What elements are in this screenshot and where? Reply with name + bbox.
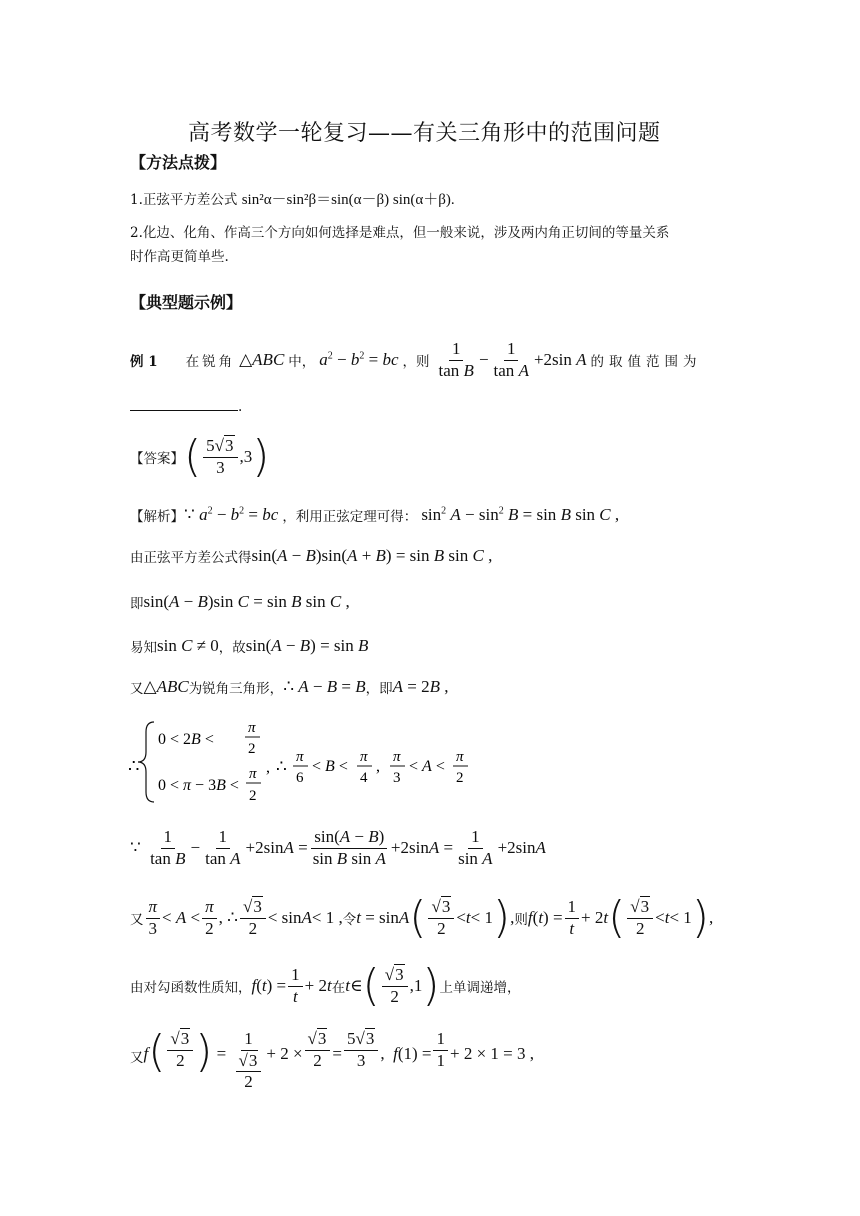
- analysis-8-a: 又: [130, 912, 144, 928]
- svg-text:π: π: [393, 749, 401, 765]
- answer-value: ( $\frac{5√3}{3}$ ,3 ): [184, 431, 270, 482]
- svg-text:,: ,: [266, 759, 270, 776]
- answer-blank: .: [130, 396, 242, 415]
- svg-text:π: π: [456, 749, 464, 765]
- math-triangle-abc: △ABC: [239, 350, 285, 369]
- math-inequality-system: [128, 716, 488, 808]
- math-analysis-8c: f ( t ) = $\frac{1}{t}$ + 2 t ( $\frac{√3}{2}$ < t < 1 ) ,: [527, 892, 714, 943]
- example-1-text-d: 的取值范围为: [590, 354, 702, 370]
- section-heading-method: 【方法点拨】: [130, 153, 227, 172]
- math-analysis-8a: $\frac{\pi}{3}$ < A < $\frac{\pi}{2}$ , ∴ $\frac{√3}{2}$ < sin A < 1 ,: [144, 898, 343, 938]
- svg-text:π: π: [248, 720, 256, 736]
- math-analysis-5b: ∴ A − B = B: [283, 677, 366, 696]
- analysis-line-5: [130, 677, 449, 697]
- analysis-line-4: [130, 636, 368, 656]
- method-item-1-prefix: 1.正弦平方差公式: [130, 192, 238, 208]
- math-analysis-4b: sin(A − B) = sin B: [245, 636, 369, 655]
- analysis-3-text: 即: [130, 596, 144, 612]
- svg-text:2: 2: [456, 770, 464, 786]
- method-item-2-line1: 2.化边、化角、作高三个方向如何选择是难点，但一般来说，涉及两内角正切间的等量关系: [130, 225, 670, 241]
- method-item-1: [130, 188, 455, 209]
- svg-text:2: 2: [248, 741, 256, 757]
- section-heading-examples: 【典型题示例】: [130, 293, 243, 312]
- analysis-5-mid: 为锐角三角形，: [188, 681, 284, 697]
- math-condition: $a^2 - b^2$ = bc: [319, 350, 399, 369]
- analysis-label: 【解析】: [130, 509, 184, 525]
- example-1-label: 例 1: [130, 354, 158, 370]
- math-analysis-3: sin(A − B)sin C = sin B sin C ,: [143, 592, 350, 611]
- analysis-line-9: [130, 958, 520, 1014]
- analysis-9-c: 上单调递增，: [439, 980, 521, 996]
- page-title: 高考数学一轮复习——有关三角形中的范围问题: [188, 121, 661, 146]
- math-analysis-9b: t ∈ ( $\frac{√3}{2}$ ,1 ): [345, 960, 440, 1011]
- svg-text:< A <: < A <: [409, 758, 445, 775]
- svg-text:6: 6: [296, 770, 304, 786]
- answer-line: [130, 432, 269, 482]
- analysis-8-c: 则: [514, 912, 528, 928]
- svg-text:0 < 2B <: 0 < 2B <: [158, 731, 214, 748]
- svg-text:π: π: [296, 749, 304, 765]
- math-analysis-4a: sin C ≠ 0: [157, 636, 219, 655]
- analysis-2-text: 由正弦平方差公式得: [130, 550, 252, 566]
- method-item-1-formula: sin²α－sin²β＝sin(α－β) sin(α＋β).: [241, 192, 455, 208]
- svg-text:0 < π − 3B <: 0 < π − 3B <: [158, 777, 239, 794]
- analysis-line-1: [130, 505, 619, 525]
- math-analysis-1b: $\sin^2 A - \sin^2 B = \sin B$ sin C ,: [421, 505, 620, 524]
- math-analysis-5a: △ABC: [143, 677, 189, 696]
- svg-text:∴: ∴: [276, 757, 287, 776]
- analysis-1-text: ，利用正弦定理可得：: [282, 509, 418, 525]
- example-1-text-a: 在锐角: [185, 354, 236, 370]
- example-1-text-b: 中，: [288, 354, 316, 370]
- svg-text:4: 4: [360, 770, 368, 786]
- analysis-line-7: ∵ $\frac{1}{\text{tan B}}$ − $\frac{1}{\text{tan A}}$ +2sin A = $\frac{\sin(A - B)}{\text{sin B sin A}}$ +2sin A = $\frac{1}{\text{sin A}}$ +2sin A: [130, 827, 546, 868]
- analysis-line-3: [130, 592, 350, 612]
- svg-text:π: π: [249, 766, 257, 782]
- analysis-8-b: 令: [342, 912, 357, 928]
- math-analysis-8b: t = sin A ( $\frac{√3}{2}$ < t < 1 ) ,: [356, 892, 515, 943]
- analysis-4-text: 易知: [130, 640, 157, 656]
- svg-text:2: 2: [249, 788, 257, 804]
- example-1-statement: [130, 338, 702, 382]
- analysis-4-mid: ，故: [218, 640, 246, 656]
- math-analysis-9a: f ( t ) = $\frac{1}{t}$ + 2 t: [251, 964, 332, 1006]
- answer-label: 【答案】: [130, 451, 184, 467]
- analysis-line-8: [130, 890, 713, 946]
- math-analysis-5c: A = 2B ,: [392, 677, 449, 696]
- analysis-10-a: 又: [130, 1050, 144, 1066]
- math-analysis-2: sin(A − B)sin(A + B) = sin B sin C ,: [251, 546, 493, 565]
- analysis-5-text: 又: [130, 681, 144, 697]
- analysis-9-a: 由对勾函数性质知，: [130, 980, 252, 996]
- analysis-5-end: ，即: [365, 681, 393, 697]
- math-analysis-1a: ∵ $a^2 - b^2$ = bc: [184, 505, 279, 524]
- math-analysis-10: f ( $\frac{√3}{2}$ ) = $\frac{1}{\frac{√3}{2}}$ + 2 × $\frac{√3}{2}$ = $\frac{5√3}{3}$ , f(1) = $\frac{1}{1}$ + 2 × 1 = 3 ,: [143, 1026, 534, 1092]
- svg-text:,: ,: [376, 758, 380, 775]
- svg-text:3: 3: [393, 770, 401, 786]
- svg-text:< B <: < B <: [312, 758, 348, 775]
- analysis-line-10: [130, 1026, 534, 1092]
- svg-text:π: π: [360, 749, 368, 765]
- analysis-9-b: 在: [331, 980, 346, 996]
- math-expression: $\frac{1}{\text{tan B}}$ − $\frac{1}{\text{tan A}}$ +2sin A: [438, 338, 587, 380]
- svg-text:∴: ∴: [128, 756, 140, 776]
- example-1-text-c: ，则: [402, 354, 430, 370]
- method-item-2-line2: 时作高更简单些.: [130, 249, 229, 265]
- analysis-line-2: [130, 546, 492, 566]
